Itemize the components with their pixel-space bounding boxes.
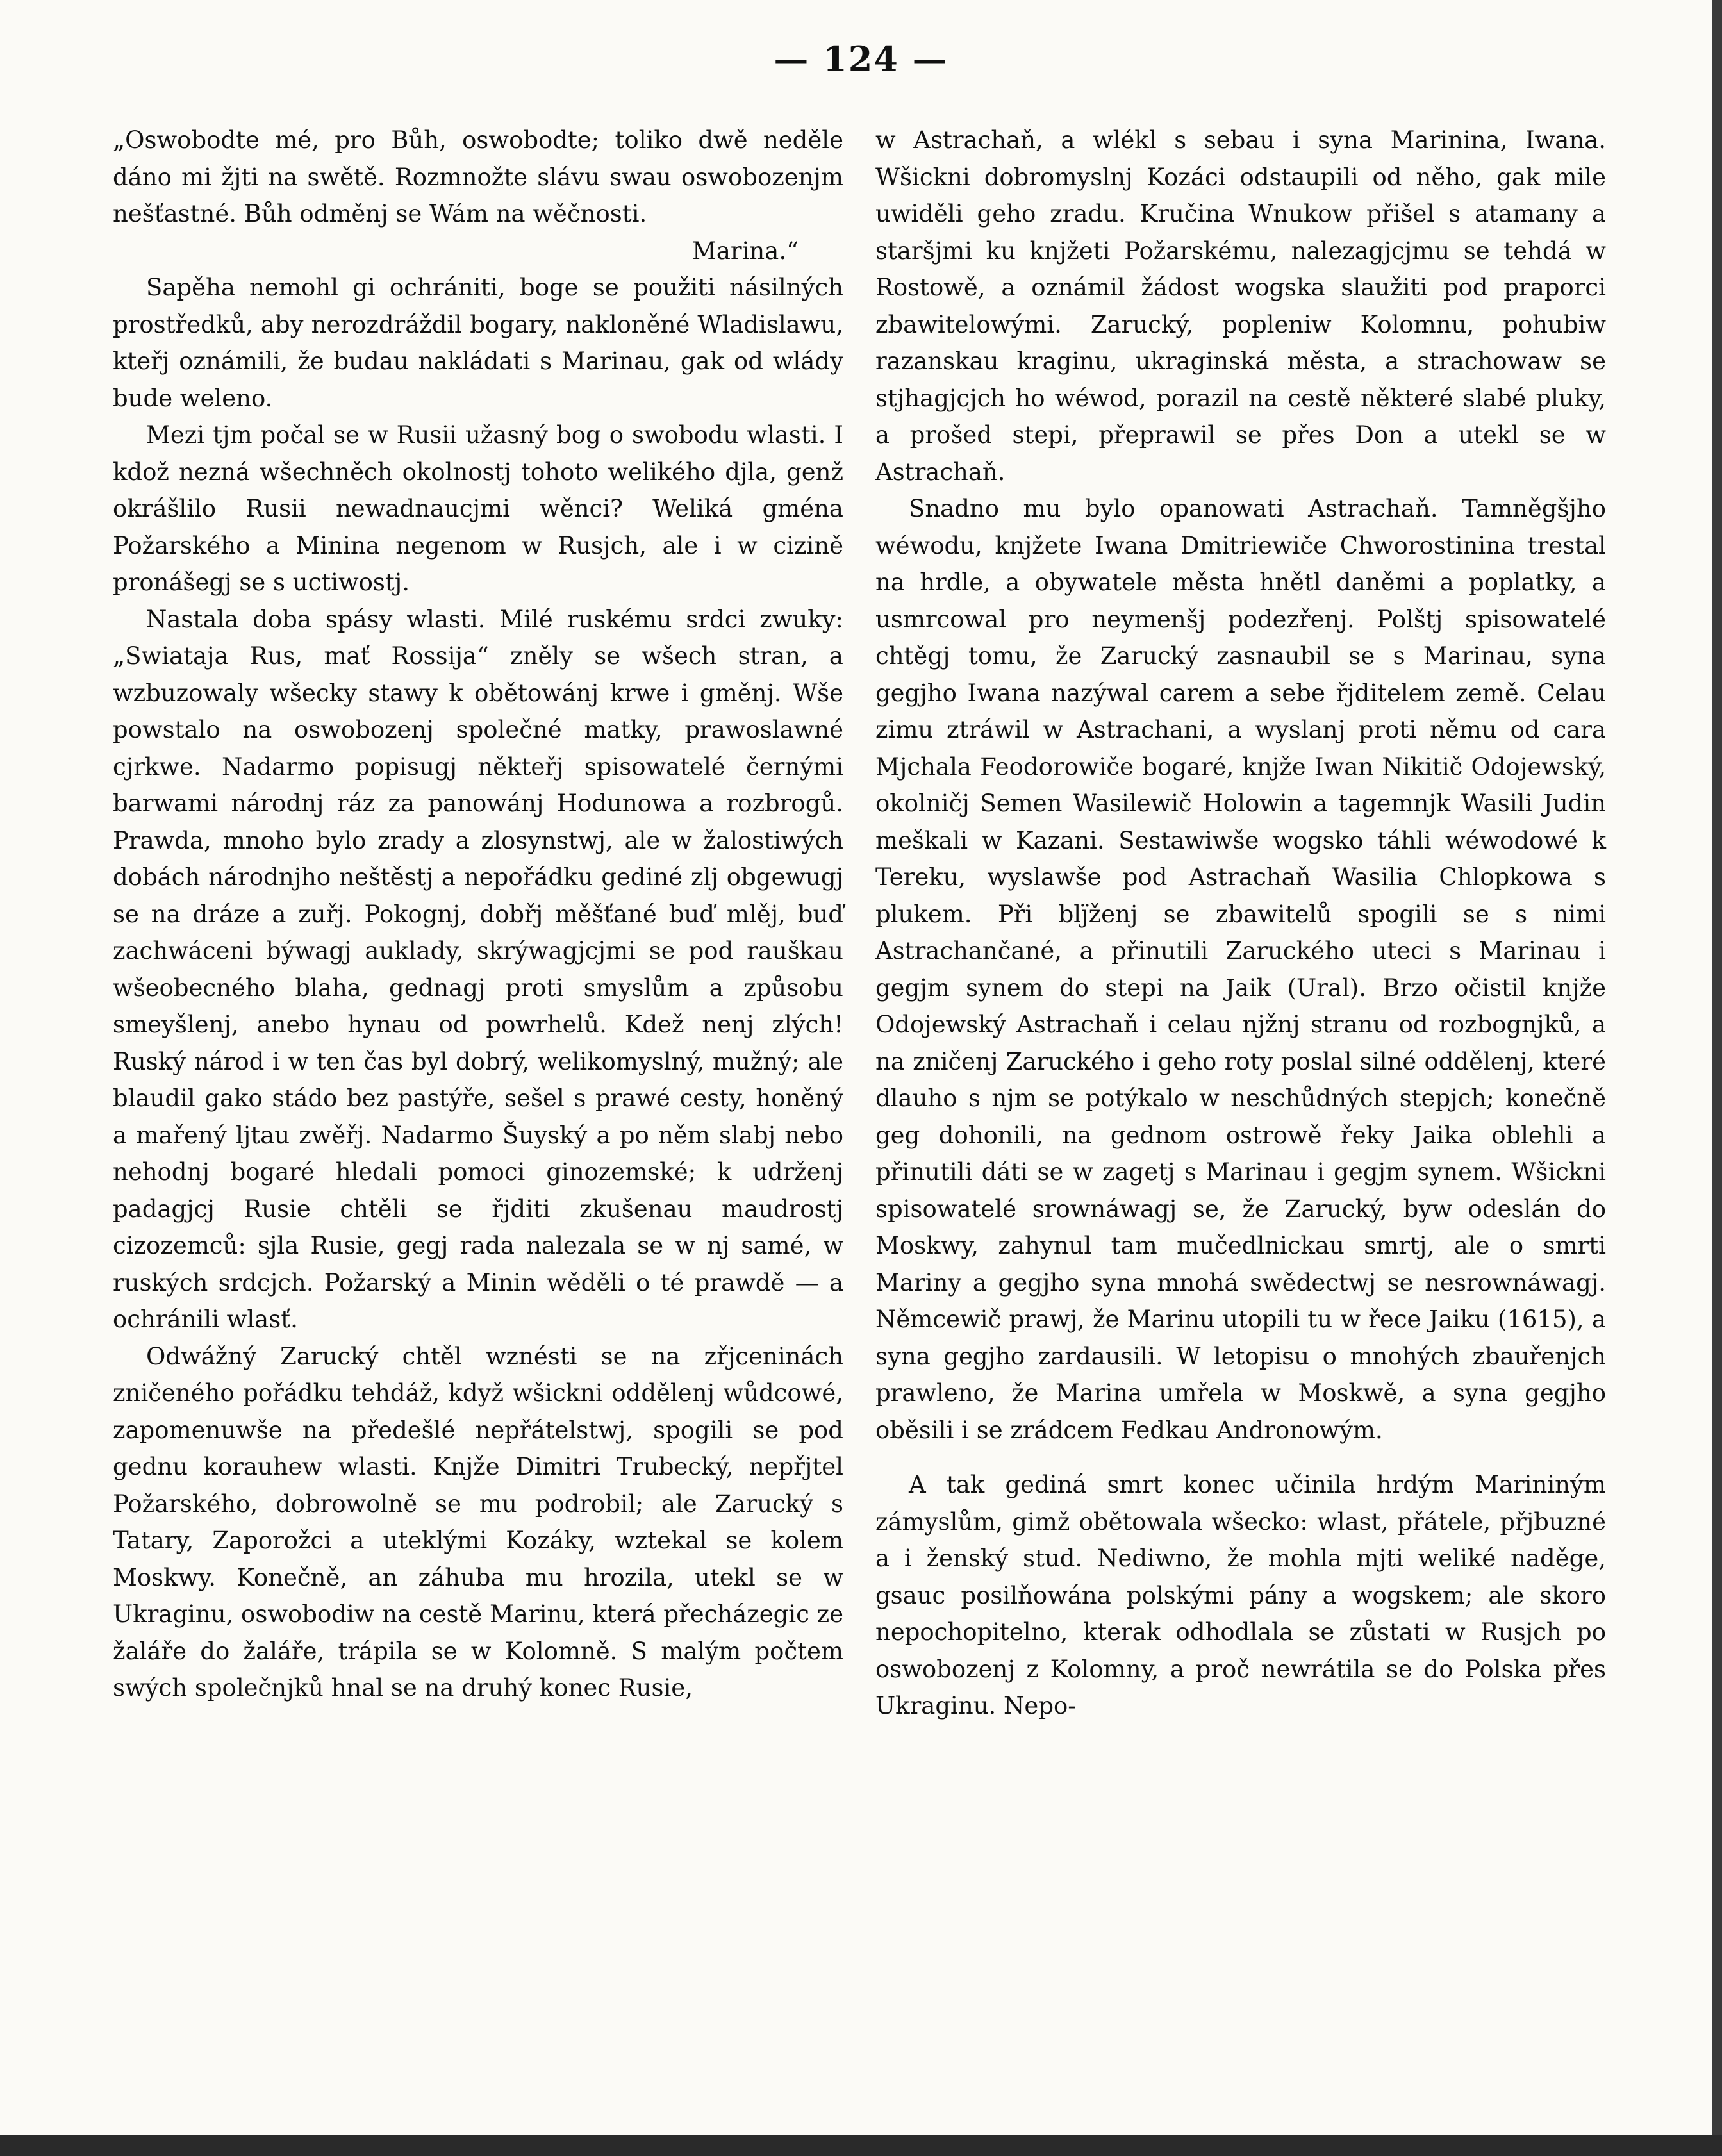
paragraph: Snadno mu bylo opanowati Astrachaň. Tamněgšjho wéwodu, knjžete Iwana Dmitriewiče Chworostinina trestal na hrdle, a obywatele města hnětl daněmi a poplatky, a usmrcowal pro neymenšj podezřenj. Polštj spisowatelé chtěgj tomu, že Zarucký zasnaubil se s Marinau, syna gegjho Iwana nazýwal carem a sebe řjditelem země. Celau zimu ztráwil w Astrachani, a wyslanj proti němu od cara Mjchala Feodorowiče bogaré, knjže Iwan Nikitič Odojewský, okolničj Semen Wasilewič Holowin a tagemnjk Wasili Judin meškali w Kazani. Sestawiwše wogsko táhli wéwodowé k Tereku, wyslawše pod Astrachaň Wasilia Chlopkowa s plukem. Při blj̈ženj se zbawitelů spogili se s nimi Astrachančané, a přinutili Zaruckého uteci s Marinau i gegjm synem do stepi na Jaik (Ural). Brzo očistil knjže Odojewský Astrachaň i celau njžnj stranu od rozbognjků, a na zničenj Zaruckého i geho roty poslal silné oddělenj, které dlauho s njm se potýkalo w neschůdných stepjch; konečně geg dohonili, na gednom ostrowě řeky Jaika oblehli a přinutili dáti se w zagetj s Marinau i gegjm synem. Wšickni spisowatelé srownáwagj se, že Zarucký, byw odeslán do Moskwy, zahynul tam mučedlnickau smrtj, ale o smrti Mariny a gegjho syna mnohá swědectwj se nesrownáwagj. Němcewič prawj, že Marinu utopili tu w řece Jaiku (1615), a syna gegjho zardausili. W letopisu o mnohých zbauřenjch prawleno, že Marina umřela w Moskwě, a syna gegjho oběsili i se zrádcem Fedkau Andronowým. xyxy=(875,495,1606,1444)
page-number: — 124 — xyxy=(774,38,948,79)
scan-edge-right xyxy=(1712,0,1722,2156)
letter-signature: Marina.“ xyxy=(691,236,799,265)
scan-edge-bottom xyxy=(0,2135,1722,2156)
paragraph: A tak gediná smrt konec učinila hrdým Marininým zámyslům, gimž obětowala wšecko: wlast, přátele, přjbuzné a i ženský stud. Nediwno, že mohla mjti weliké naděge, gsauc posilňowána polskými pány a wogskem; ale skoro nepochopitelno, kterak odhodlala se zůstati w Rusjch po oswobozenj z Kolomny, a proč newrátila se do Polska přes Ukraginu. Nepo- xyxy=(875,1471,1606,1720)
left-column xyxy=(113,122,843,1707)
right-column xyxy=(875,122,1606,1725)
paragraph: Nastala doba spásy wlasti. Milé ruskému srdci zwuky: „Swiataja Rus, mať Rossija“ zněly se wšech stran, a wzbuzowaly wšecky stawy k obětowánj krwe i gměnj. Wše powstalo na oswobozenj společné matky, prawoslawné cjrkwe. Nadarmo popisugj někteřj spisowatelé černými barwami národnj ráz za panowánj Hodunowa a rozbrogů. Prawda, mnoho bylo zrady a zlosynstwj, ale w žalostiwých dobách národnjho neštěstj a nepořádku gediné zlj obgewugj se na dráze a zuřj. Pokognj, dobřj měšťané buď mlěj, buď zachwáceni býwagj auklady, skrýwagjcjmi se pod rauškau wšeobecného blaha, gednagj proti smyslům a způsobu smeyšlenj, anebo hynau od powrhelů. Kdež nenj zlých! Ruský národ i w ten čas byl dobrý, welikomyslný, mužný; ale blaudil gako stádo bez pastýře, sešel s prawé cesty, honěný a mařený ljtau zwěřj. Nadarmo Šuyský a po něm slabj nebo nehodnj bogaré hledali pomoci ginozemské; k udrženj padagjcj Rusie chtěli se řjditi zkušenau maudrostj cizozemců: sjla Rusie, gegj rada nalezala se w nj samé, w ruských srdcjch. Požarský a Minin wěděli o té prawdě — a ochránili wlasť. xyxy=(113,605,843,1333)
letter-text: „Oswobodte mé, pro Bůh, oswobodte; toliko dwě neděle dáno mi žjti na swětě. Rozmnožte slávu swau oswobozenjm nešťastné. Bůh odměnj se Wám na wěčnosti. xyxy=(113,126,843,228)
paragraph: w Astrachaň, a wlékl s sebau i syna Marinina, Iwana. Wšickni dobromyslnj Kozáci odstaupili od něho, gak mile uwiděli geho zradu. Kručina Wnukow přišel s atamany a staršjmi ku knjžeti Požarskému, nalezagjcjmu se tehdá w Rostowě, a oznámil žádost wogska slaužiti pod praporci zbawitelowými. Zarucký, popleniw Kolomnu, pohubiw razanskau kraginu, ukraginská města, a strachowaw se stjhagjcjch ho wéwod, porazil na cestě některé slabé pluky, a prošed stepi, přeprawil se přes Don a utekl se w Astrachaň. xyxy=(875,126,1606,486)
paragraph: Mezi tjm počal se w Rusii užasný bog o swobodu wlasti. I kdož nezná wšechněch okolnostj tohoto welikého djla, genž okrášlilo Rusii newadnaucjmi wěnci? Weliká gména Požarského a Minina negenom w Rusjch, ale i w cizině pronášegj se s uctiwostj. xyxy=(113,421,843,596)
paragraph: Sapěha nemohl gi ochrániti, boge se použiti násilných prostředků, aby nerozdráždil bogary, nakloněné Wladislawu, kteřj oznámili, že budau nakládati s Marinau, gak od wlády bude weleno. xyxy=(113,274,843,412)
paragraph: Odwážný Zarucký chtěl wznésti se na zřjceninách zničeného pořádku tehdáž, když wšickni oddělenj wůdcowé, zapomenuwše na předešlé nepřátelstwj, spogili se pod gednu korauhew wlasti. Knjže Dimitri Trubecký, nepřjtel Požarského, dobrowolně se mu podrobil; ale Zarucký s Tatary, Zaporožci a uteklými Kozáky, wztekal se kolem Moskwy. Konečně, an záhuba mu hrozila, utekl se w Ukraginu, oswobodiw na cestě Marinu, která přecházegic ze žaláře do žaláře, trápila se w Kolomně. S malým počtem swých společnjků hnal se na druhý konec Rusie, xyxy=(113,1342,843,1702)
